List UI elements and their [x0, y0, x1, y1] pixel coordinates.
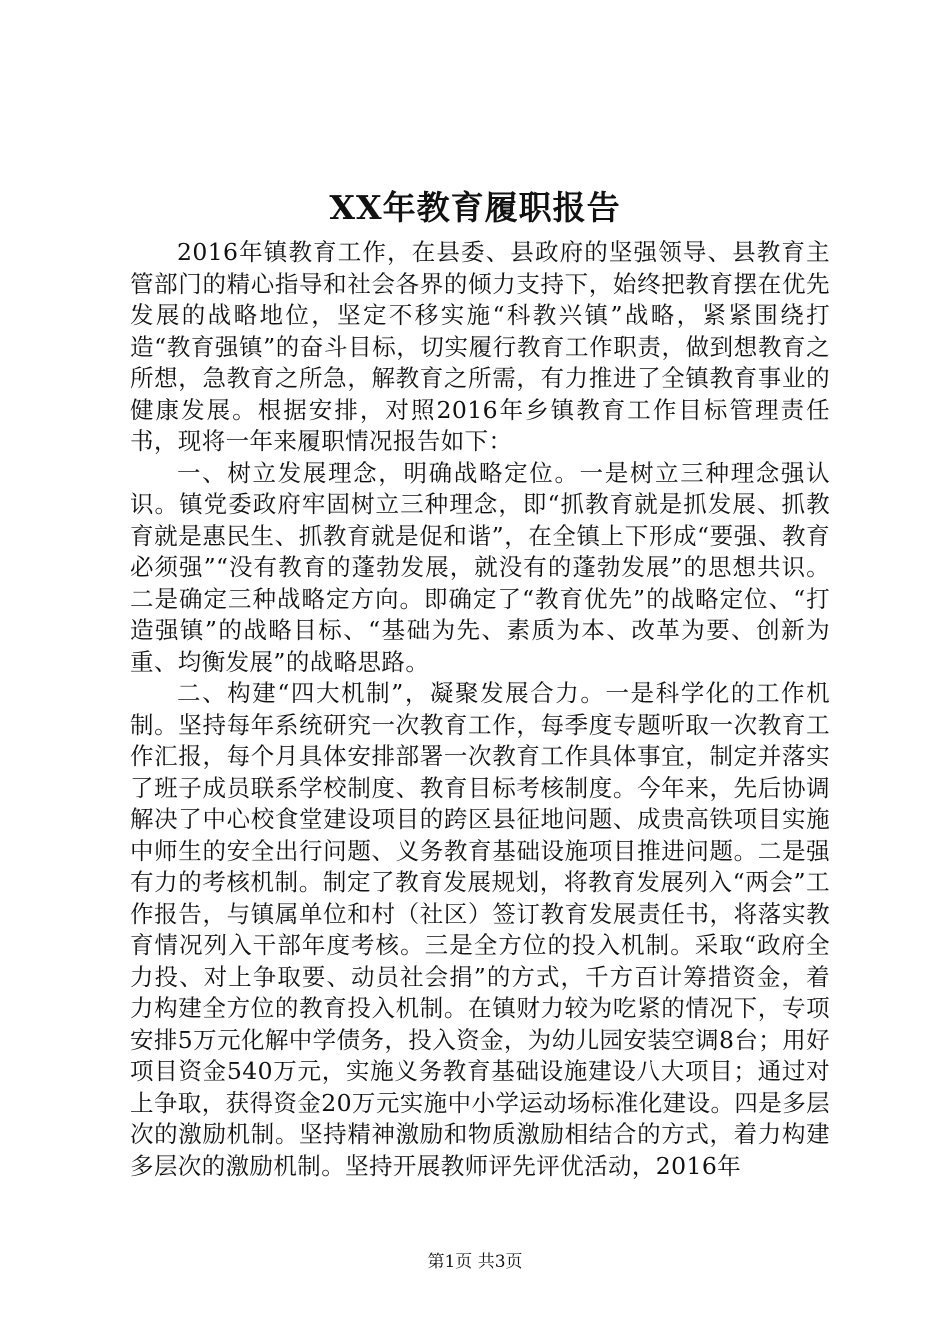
paragraph-section-2: 二、构建“四大机制”，凝聚发展合力。一是科学化的工作机制。坚持每年系统研究一次教育工作，每季度专题听取一次教育工作汇报，每个月具体安排部署一次教育工作具体事宜，制定并落实了班子成员联系学校制度、教育目标考核制度。今年来，先后协调解决了中心校食堂建设项目的跨区县征地问题、成贵高铁项目实施中师生的安全出行问题、义务教育基础设施项目推进问题。二是强有力的考核机制。制定了教育发展规划，将教育发展列入“两会”工作报告，与镇属单位和村（社区）签订教育发展责任书，将落实教育情况列入干部年度考核。三是全方位的投入机制。采取“政府全力投、对上争取要、动员社会捐”的方式，千方百计筹措资金，着力构建全方位的教育投入机制。在镇财力较为吃紧的情况下，专项安排5万元化解中学债务，投入资金，为幼儿园安装空调8台；用好项目资金540万元，实施义务教育基础设施建设八大项目；通过对上争取，获得资金20万元实施中小学运动场标准化建设。四是多层次的激励机制。坚持精神激励和物质激励相结合的方式，着力构建多层次的激励机制。坚持开展教师评先评优活动，2016年	[130, 679, 830, 1180]
paragraph-intro: 2016年镇教育工作，在县委、县政府的坚强领导、县教育主管部门的精心指导和社会各界的倾力支持下，始终把教育摆在优先发展的战略地位，坚定不移实施“科教兴镇”战略，紧紧围绕打造“教育强镇”的奋斗目标，切实履行教育工作职责，做到想教育之所想，急教育之所急，解教育之所需，有力推进了全镇教育事业的健康发展。根据安排，对照2016年乡镇教育工作目标管理责任书，现将一年来履职情况报告如下：	[130, 238, 830, 455]
page-number-footer: 第1页 共3页	[427, 1252, 523, 1272]
document-title: XX年教育履职报告	[329, 188, 621, 227]
paragraph-section-1: 一、树立发展理念，明确战略定位。一是树立三种理念强认识。镇党委政府牢固树立三种理念，即“抓教育就是抓发展、抓教育就是惠民生、抓教育就是促和谐”，在全镇上下形成“要强、教育必须强”“没有教育的蓬勃发展，就没有的蓬勃发展”的思想共识。二是确定三种战略定方向。即确定了“教育优先”的战略定位、“打造强镇”的战略目标、“基础为先、素质为本、改革为要、创新为重、均衡发展”的战略思路。	[130, 458, 830, 676]
document-body	[130, 237, 830, 1182]
